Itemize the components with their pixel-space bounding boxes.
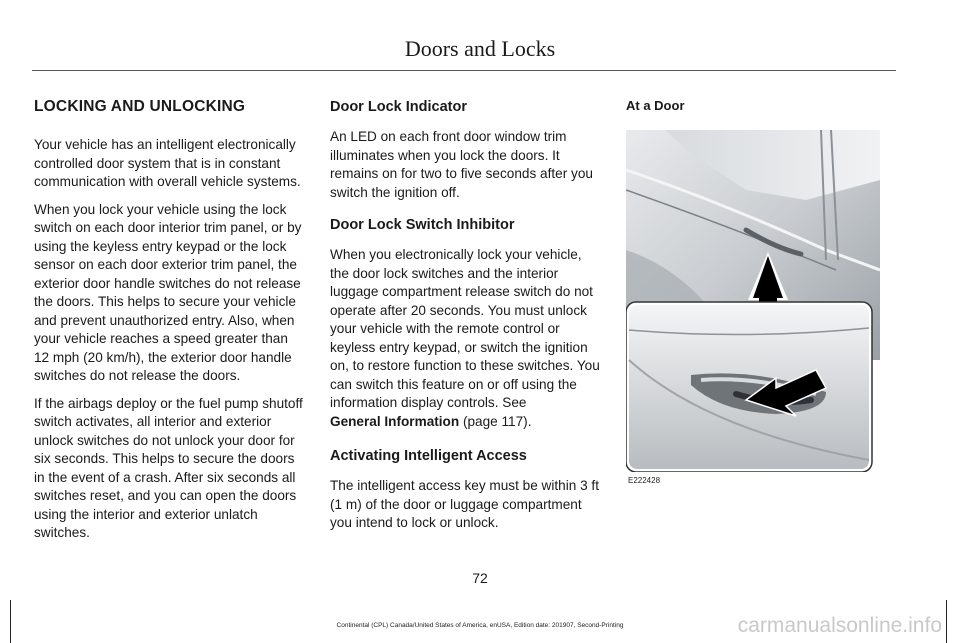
column-locking-unlocking bbox=[34, 98, 306, 552]
column-door-lock bbox=[330, 98, 602, 542]
door-handle-illustration bbox=[626, 130, 880, 472]
watermark: carmanualsonline.info bbox=[737, 614, 942, 637]
subheading-intelligent-access: Activating Intelligent Access bbox=[330, 448, 527, 464]
page-number: 72 bbox=[472, 570, 488, 586]
figure-id: E222428 bbox=[628, 476, 661, 485]
paragraph: If the airbags deploy or the fuel pump shutoff switch activates, all interior and exterior unlock switches do not unlock your door for six seconds. This helps to secure the doors in the event of a crash. After six seconds all switches reset, and you can open the doors using the interior and exterior unlatch switches. bbox=[34, 395, 303, 540]
crop-mark bbox=[946, 600, 947, 643]
footer-edition-text: Continental (CPL) Canada/United States of America, enUSA, Edition date: 201907, Second-Printing bbox=[336, 622, 624, 629]
pointer-arrow-stem bbox=[759, 296, 777, 302]
paragraph: Your vehicle has an intelligent electronically controlled door system that is in constant communication with overall vehicle systems. bbox=[34, 137, 301, 189]
paragraph-indicator: An LED on each front door window trim illuminates when you lock the doors. It remains on for two to five seconds after you switch the ignition off. bbox=[330, 129, 593, 200]
header-rule bbox=[32, 70, 896, 71]
section-heading-locking: LOCKING AND UNLOCKING bbox=[34, 98, 246, 115]
paragraph-access: The intelligent access key must be within 3 ft (1 m) of the door or luggage compartment you intend to lock or unlock. bbox=[330, 478, 599, 530]
door-illustration-svg bbox=[626, 130, 880, 472]
paragraph: When you lock your vehicle using the lock switch on each door interior trim panel, or by using the keyless entry keypad or the lock sensor on each door exterior trim panel, the exterior door handle switches do not release the doors. This helps to secure your vehicle and prevent unauthorized entry. Also, when your vehicle reaches a speed greater than 12 mph (20 km/h), the exterior door handle switches do not release the doors. bbox=[34, 201, 302, 383]
crop-mark bbox=[10, 600, 11, 643]
subheading-door-lock-inhibitor: Door Lock Switch Inhibitor bbox=[330, 217, 515, 233]
paragraph-inhibitor bbox=[330, 246, 602, 431]
cross-reference-link[interactable]: General Information bbox=[330, 413, 460, 429]
figure-title: At a Door bbox=[626, 98, 685, 113]
page-header-title: Doors and Locks bbox=[404, 36, 556, 61]
subheading-door-lock-indicator: Door Lock Indicator bbox=[330, 99, 467, 115]
cross-reference-page: (page 117). bbox=[459, 413, 532, 429]
column-figure bbox=[626, 98, 888, 128]
inhibitor-text: When you electronically lock your vehicle, the door lock switches and the interior luggage compartment release switch do not operate after 20 seconds. You must unlock your vehicle with the remote control or keyless entry keypad, or switch the ignition on, to restore function to these switches. You can switch this feature on or off using the information display controls. See bbox=[330, 247, 600, 410]
